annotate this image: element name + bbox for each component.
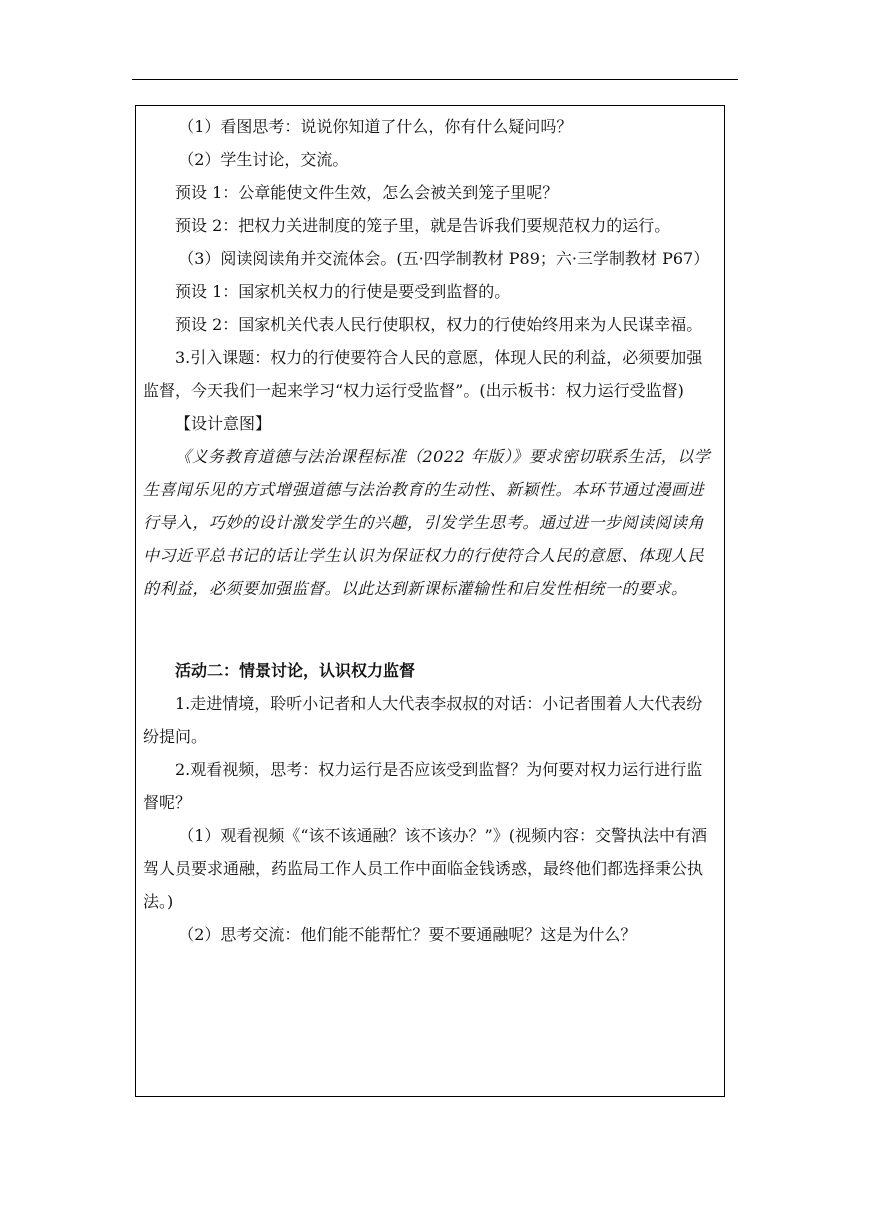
paragraph-reading-corner: （3）阅读阅读角并交流体会。(五·四学制教材 P89；六·三学制教材 P67） bbox=[178, 249, 710, 268]
paragraph-watch-video: 2.观看视频，思考：权力运行是否应该受到监督？为何要对权力运行进行监督呢？ bbox=[143, 760, 703, 812]
paragraph-design-intent: 《义务教育道德与法治课程标准（2022 年版）》要求密切联系生活，以学生喜闻乐见的方式增强道德与法治教育的生动性、新颖性。本环节通过漫画进行导入，巧妙的设计激发学生的兴趣，引发学生思考。通过进一步阅读阅读角中习近平总书记的话让学生认识为保证权力的行使符合人民的意愿、体现人民的利益，必须要加强监督。以此达到新课标灌输性和启发性相统一的要求。 bbox=[143, 447, 711, 598]
paragraph-think-exchange: （2）思考交流：他们能不能帮忙？要不要通融呢？这是为什么？ bbox=[178, 925, 637, 944]
paragraph-introduce-topic: 3.引入课题：权力的行使要符合人民的意愿，体现人民的利益，必须要加强监督，今天我们一起来学习“权力运行受监督”。(出示板书：权力运行受监督) bbox=[143, 348, 703, 400]
spacer bbox=[143, 638, 716, 654]
paragraph-observe-think: （1）看图思考：说说你知道了什么，你有什么疑问吗？ bbox=[178, 117, 573, 136]
activity-two-title: 活动二：情景讨论，认识权力监督 bbox=[175, 661, 416, 680]
paragraph-enter-scenario: 1.走进情境，聆听小记者和人大代表李叔叔的对话：小记者围着人大代表纷纷提问。 bbox=[143, 694, 703, 746]
paragraph-student-discussion: （2）学生讨论，交流。 bbox=[178, 150, 349, 169]
paragraph-preset-2: 预设 2：把权力关进制度的笼子里，就是告诉我们要规范权力的运行。 bbox=[175, 216, 671, 235]
header-rule bbox=[132, 79, 738, 80]
lesson-content bbox=[143, 110, 716, 951]
paragraph-design-intent-heading: 【设计意图】 bbox=[175, 414, 272, 433]
paragraph-preset-2b: 预设 2：国家机关代表人民行使职权，权力的行使始终用来为人民谋幸福。 bbox=[175, 315, 703, 334]
paragraph-preset-1: 预设 1：公章能使文件生效，怎么会被关到笼子里呢？ bbox=[175, 183, 559, 202]
paragraph-video-content: （1）观看视频《“该不该通融？该不该办？”》(视频内容：交警执法中有酒驾人员要求通融，药监局工作人员工作中面临金钱诱惑，最终他们都选择秉公执法。) bbox=[143, 826, 707, 911]
paragraph-preset-1b: 预设 1：国家机关权力的行使是要受到监督的。 bbox=[175, 282, 511, 301]
spacer bbox=[143, 605, 716, 638]
lesson-content-box bbox=[135, 105, 725, 1097]
